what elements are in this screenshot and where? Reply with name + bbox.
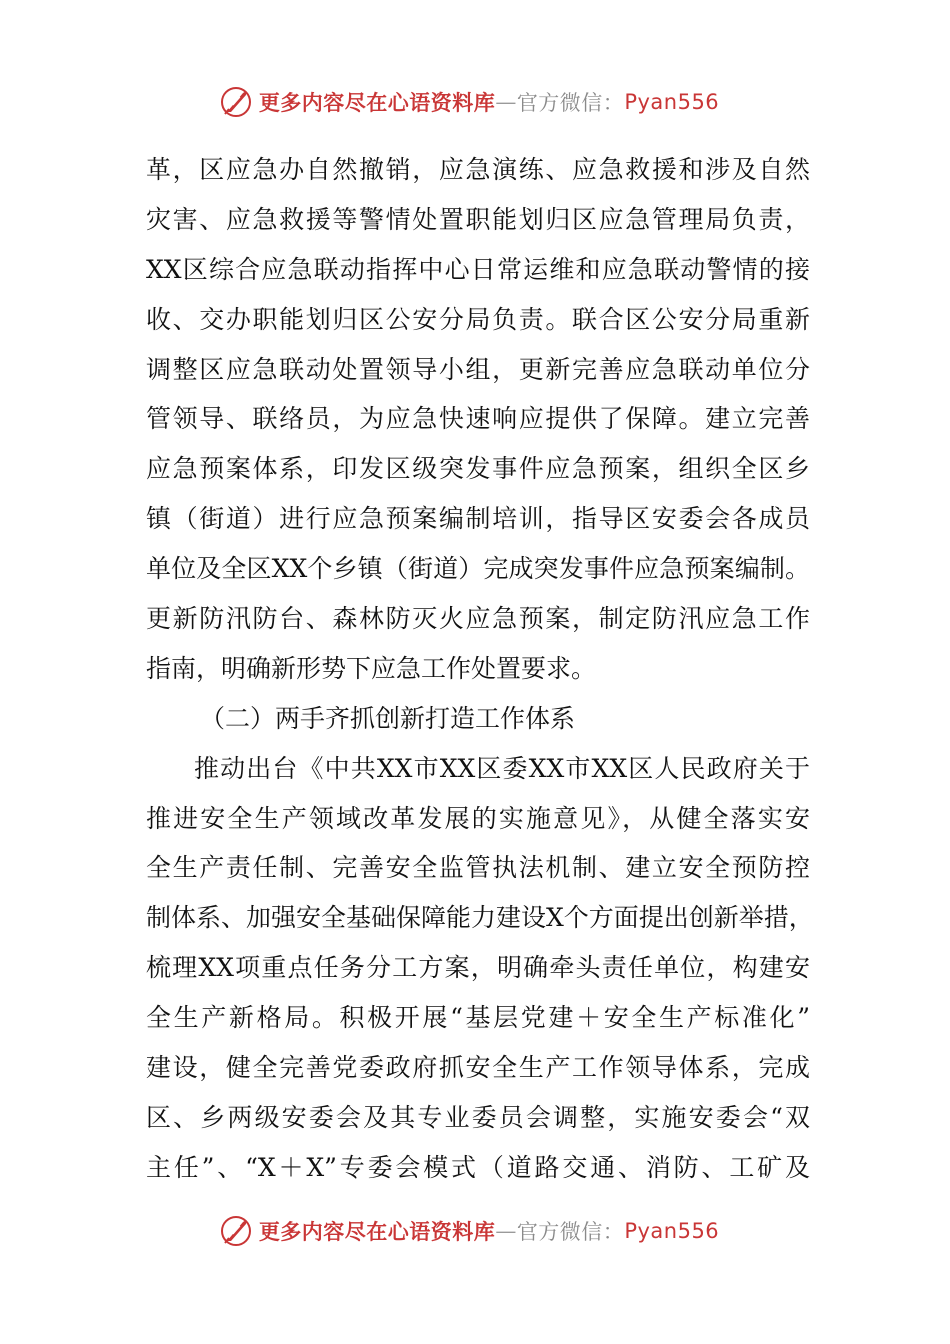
- banner-official-label: 官方微信：: [516, 91, 625, 115]
- banner-wechat-id: Pyan556: [624, 1219, 720, 1243]
- text-line: 应急预案体系，印发区级突发事件应急预案，组织全区乡: [146, 454, 810, 484]
- header-banner: [0, 82, 950, 122]
- quill-pen-icon: [219, 1214, 253, 1248]
- banner-dash: —: [495, 1219, 517, 1243]
- text-line: 单位及全区XX个乡镇（街道）完成突发事件应急预案编制。: [146, 554, 810, 584]
- text-line: 推动出台《中共XX市XX区委XX市XX区人民政府关于: [194, 753, 810, 783]
- text-line: 全生产责任制、完善安全监管执法机制、建立安全预防控: [146, 853, 810, 883]
- text-line: 灾害、应急救援等警情处置职能划归区应急管理局负责，: [146, 204, 810, 234]
- text-line: 全生产新格局。积极开展“基层党建＋安全生产标准化”: [146, 1003, 810, 1033]
- section-heading: （二）两手齐抓创新打造工作体系: [200, 703, 576, 733]
- text-line: 建设，健全完善党委政府抓安全生产工作领导体系，完成: [146, 1053, 810, 1083]
- banner-wechat-id: Pyan556: [624, 90, 720, 114]
- text-line: 收、交办职能划归区公安分局负责。联合区公安分局重新: [146, 304, 810, 334]
- banner-official-label: 官方微信：: [516, 1220, 625, 1244]
- footer-banner: [0, 1211, 950, 1251]
- text-line: 指南，明确新形势下应急工作处置要求。: [146, 653, 597, 683]
- quill-pen-icon: [219, 85, 253, 119]
- text-line: 革，区应急办自然撤销，应急演练、应急救援和涉及自然: [146, 155, 810, 184]
- text-line: 主任”、“X＋X”专委会模式（道路交通、消防、工矿及: [146, 1152, 810, 1182]
- banner-main-text: 更多内容尽在心语资料库: [258, 1219, 496, 1244]
- text-line: 调整区应急联动处置领导小组，更新完善应急联动单位分: [146, 354, 810, 384]
- text-line: 制体系、加强安全基础保障能力建设X个方面提出创新举措，: [146, 903, 814, 933]
- text-line: XX区综合应急联动指挥中心日常运维和应急联动警情的接: [146, 254, 810, 284]
- text-line: 梳理XX项重点任务分工方案，明确牵头责任单位，构建安: [146, 953, 810, 983]
- text-line: 推进安全生产领域改革发展的实施意见》，从健全落实安: [146, 803, 810, 833]
- banner-main-text: 更多内容尽在心语资料库: [258, 90, 496, 115]
- document-body: [146, 145, 814, 1193]
- banner-dash: —: [495, 90, 517, 114]
- text-line: 镇（街道）进行应急预案编制培训，指导区安委会各成员: [146, 504, 810, 534]
- text-line: 管领导、联络员，为应急快速响应提供了保障。建立完善: [146, 404, 810, 434]
- text-line: 区、乡两级安委会及其专业委员会调整，实施安委会“双: [146, 1102, 810, 1132]
- text-line: 更新防汛防台、森林防灭火应急预案，制定防汛应急工作: [146, 604, 810, 634]
